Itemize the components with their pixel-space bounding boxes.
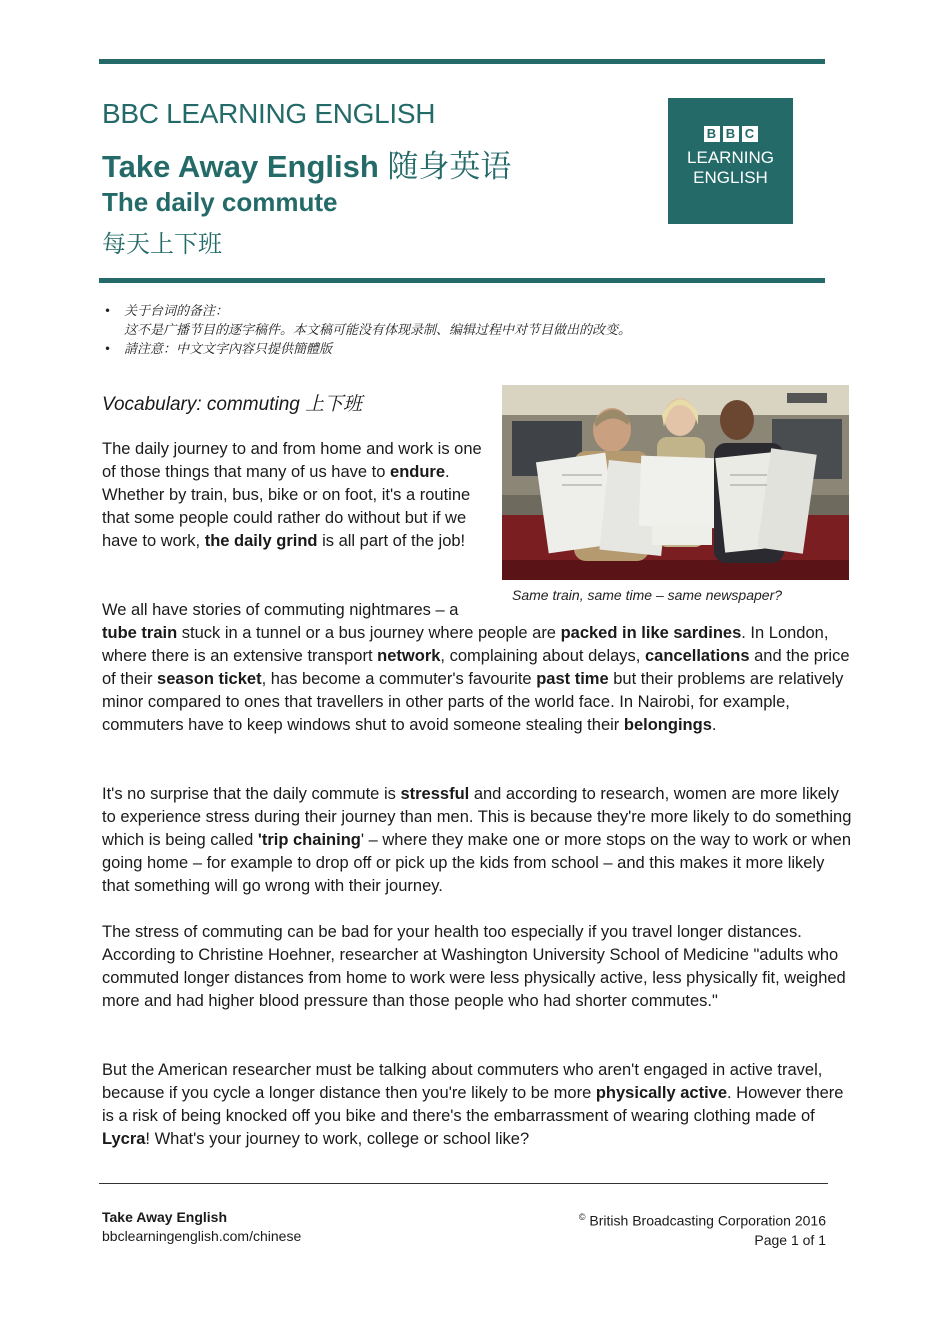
series-title-en: Take Away English <box>102 149 379 184</box>
vocab-term: packed in like sardines <box>560 624 742 642</box>
commuters-photo <box>502 385 849 580</box>
series-title <box>102 141 511 186</box>
vocab-term: network <box>377 647 441 665</box>
note-text: • 請注意：中文文字內容只提供簡體版 <box>124 342 333 357</box>
paragraph-2-lead: We all have stories of commuting nightmares – a <box>102 601 459 619</box>
footer-copyright-line <box>579 1208 826 1231</box>
series-title-cn: 随身英语 <box>387 149 512 185</box>
vocab-term: tube train <box>102 624 178 642</box>
commuters-illustration <box>502 385 849 580</box>
text-run: . In London, where there is an extensive transport <box>102 624 829 665</box>
footer-copyright: British Broadcasting Corporation 2016 <box>589 1212 826 1229</box>
header-rule <box>99 278 825 283</box>
text-run: ! What's your journey to work, college or school like? <box>145 1130 530 1148</box>
footer-page-number: Page 1 of 1 <box>754 1231 826 1248</box>
notes-list <box>104 302 631 359</box>
top-rule <box>99 59 825 64</box>
text-run: But the American researcher must be talking about commuters who aren't engaged in active travel, because if you cycle a longer distance then you're likely to be more <box>102 1061 823 1102</box>
note-heading: • 关于台词的备注： <box>124 304 229 319</box>
vocab-term: Lycra <box>102 1130 146 1148</box>
text-run: The stress of commuting can be bad for your health too especially if you travel longer distances. According to Christine Hoehner, researcher at Washington University School of Medicine "adults who commuted longer distances from home to work were less physically active, less physically fit, weighed more and had higher blood pressure than those people who had shorter commutes." <box>102 923 846 1010</box>
vocab-term: 'trip chaining <box>257 831 361 849</box>
paragraph-5 <box>102 1059 852 1151</box>
vocab-term: cancellations <box>644 647 750 665</box>
text-run: and according to research, women are more likely to experience stress during their journey than men. This is because they're more likely to do something which is being called <box>102 785 852 849</box>
bbc-blocks <box>668 126 793 142</box>
vocab-term: stressful <box>400 785 470 803</box>
bbc-learning-english-logo <box>668 98 793 224</box>
logo-line-learning: LEARNING <box>687 148 774 167</box>
org-name: BBC LEARNING ENGLISH <box>102 98 436 129</box>
note-item <box>104 302 631 340</box>
vocabulary-label: Vocabulary: commuting <box>102 394 300 415</box>
text-run: . <box>711 716 717 734</box>
text-run: , has become a commuter's favourite <box>261 670 537 688</box>
logo-line-english: ENGLISH <box>693 168 768 187</box>
paragraph-1 <box>102 438 488 553</box>
text-run: but their problems are relatively minor compared to ones that travellers in other parts of the world face. In Nairobi, for example, commuters have to keep windows shut to avoid someone stealing their <box>102 670 844 734</box>
paragraph-3 <box>102 783 852 898</box>
footer-url[interactable]: bbclearningenglish.com/chinese <box>102 1228 302 1244</box>
paragraph-4 <box>102 921 857 1013</box>
bbc-block: B <box>704 126 720 142</box>
vocab-term: season ticket <box>157 670 262 688</box>
text-run: . Whether by train, bus, bike or on foot, it's a routine that some people could rather do without but if we have to work, <box>102 463 471 550</box>
bbc-block: C <box>742 126 758 142</box>
text-run: It's no surprise that the daily commute is <box>102 785 401 803</box>
footer-rule <box>99 1183 828 1184</box>
copyright-symbol: © <box>578 1212 586 1222</box>
vocab-term: past time <box>536 670 609 688</box>
vocab-term: physically active <box>595 1084 728 1102</box>
paragraph-2-body <box>102 624 850 734</box>
vocab-term: endure <box>390 463 446 481</box>
note-text: 这不是广播节目的逐字稿件。本文稿可能没有体现录制、编辑过程中对节目做出的改变。 <box>124 323 632 338</box>
text-run: ' – where they make one or more stops on the way to work or when going home – for example to drop off or pick up the kids from school – and this makes it more likely that something will go wrong with their journey. <box>102 831 852 895</box>
vocabulary-heading <box>102 389 362 416</box>
text-run: is all part of the job! <box>317 532 466 550</box>
text-run: and the price of their <box>102 647 850 688</box>
footer-left <box>102 1208 301 1246</box>
paragraph-2 <box>102 599 852 737</box>
text-run: , complaining about delays, <box>440 647 645 665</box>
note-item <box>104 340 631 359</box>
photo-caption: Same train, same time – same newspaper? <box>512 587 783 603</box>
episode-title-cn: 每天上下班 <box>102 230 222 258</box>
vocabulary-label-cn: 上下班 <box>305 393 363 415</box>
text-run: . However there is a risk of being knocked off you bike and there's the embarrassment of wearing clothing made of <box>102 1084 844 1125</box>
episode-title: The daily commute <box>102 187 338 217</box>
text-run: stuck in a tunnel or a bus journey where people are <box>177 624 561 642</box>
footer-title: Take Away English <box>102 1209 228 1225</box>
bbc-block: B <box>723 126 739 142</box>
vocab-term: the daily grind <box>204 532 318 550</box>
text-run: The daily journey to and from home and work is one of those things that many of us have to <box>102 440 482 481</box>
footer-right <box>579 1208 826 1250</box>
vocab-term: belongings <box>623 716 712 734</box>
